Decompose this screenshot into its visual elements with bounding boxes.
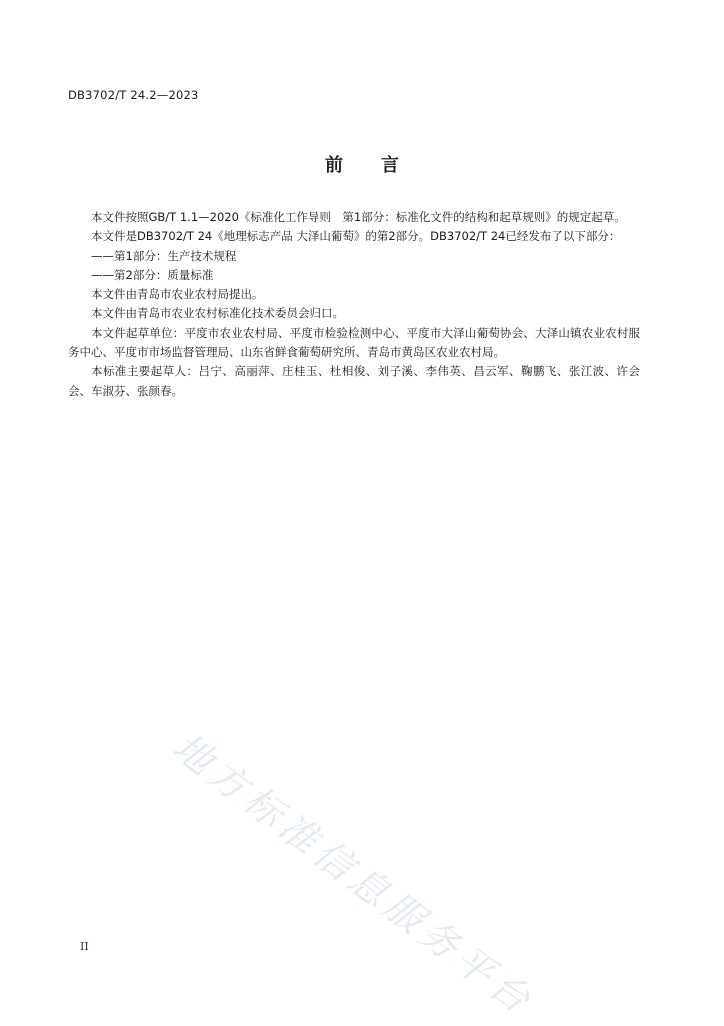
paragraph-drafting-basis: 本文件按照GB/T 1.1—2020《标准化工作导则 第1部分：标准化文件的结构和起草规则》的规定起草。 (91, 210, 626, 224)
paragraph-part-statement: 本文件是DB3702/T 24《地理标志产品 大泽山葡萄》的第2部分。DB3702/T 24已经发布了以下部分： (91, 229, 621, 244)
standard-code: DB3702/T 24.2—2023 (68, 88, 199, 102)
paragraph-centralized-by: 本文件由青岛市农业农村标准化技术委员会归口。 (91, 306, 344, 321)
watermark: 地方标准信息服务平台 (164, 724, 543, 1025)
title-char-2: 言 (381, 155, 399, 176)
list-item-part-1: ——第1部分：生产技术规程 (91, 248, 237, 263)
title-char-1: 前 (325, 155, 343, 176)
foreword-body (68, 208, 640, 401)
paragraph-drafting-units: 本文件起草单位：平度市农业农村局、平度市检验检测中心、平度市大泽山葡萄协会、大泽山镇农业农村服务中心、平度市市场监督管理局、山东省鲜食葡萄研究所、青岛市黄岛区农业农村局。 (68, 325, 640, 360)
page-number: II (80, 940, 89, 953)
list-item-part-2: ——第2部分：质量标准 (91, 267, 214, 282)
paragraph-proposed-by: 本文件由青岛市农业农村局提出。 (91, 287, 264, 302)
page-title (0, 151, 724, 177)
paragraph-drafters: 本标准主要起草人：吕宁、高丽萍、庄桂玉、杜相俊、刘子溪、李伟英、昌云军、鞠鹏飞、张江波、许会会、车淑芬、张颜春。 (68, 364, 640, 398)
